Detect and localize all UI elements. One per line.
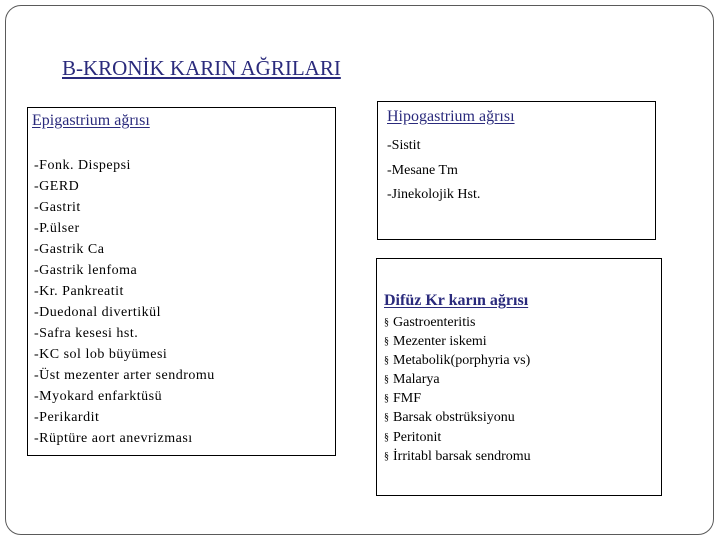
list-item-label: FMF <box>393 391 422 407</box>
list-item: -Gastrit <box>34 200 81 215</box>
list-item: -Fonk. Dispepsi <box>34 158 131 173</box>
list-item-label: Peritonit <box>393 429 442 445</box>
bullet-icon: § <box>384 336 389 348</box>
list-item <box>384 370 531 389</box>
slide-title: B-KRONİK KARIN AĞRILARI <box>62 56 341 80</box>
bullet-icon: § <box>384 317 389 328</box>
difuz-list <box>384 313 531 466</box>
list-item: -Safra kesesi hst. <box>34 326 139 341</box>
list-item-label: Gastroenteritis <box>393 315 476 330</box>
list-item <box>384 332 531 351</box>
difuz-heading: Difüz Kr karın ağrısı <box>384 292 529 309</box>
list-item: -Üst mezenter arter sendromu <box>34 368 215 383</box>
list-item: -Myokard enfarktüsü <box>34 389 163 404</box>
list-item: -Sistit <box>387 138 421 153</box>
list-item-label: Mezenter iskemi <box>393 334 487 350</box>
list-item: -Jinekolojik Hst. <box>387 187 481 202</box>
list-item: -P.ülser <box>34 221 80 236</box>
epigastrium-heading: Epigastrium ağrısı <box>32 112 150 129</box>
list-item-label: Metabolik(porphyria vs) <box>393 353 531 369</box>
list-item-label: İrritabl barsak sendromu <box>393 448 531 464</box>
difuz-box <box>376 258 662 496</box>
hipogastrium-list <box>387 134 480 208</box>
bullet-icon: § <box>384 393 389 405</box>
bullet-icon: § <box>384 450 389 462</box>
list-item: -Gastrik lenfoma <box>34 263 138 278</box>
list-item <box>384 313 531 332</box>
list-item <box>384 447 531 466</box>
list-item <box>384 428 531 447</box>
bullet-icon: § <box>384 355 389 367</box>
list-item <box>384 389 531 408</box>
bullet-icon: § <box>384 374 389 386</box>
list-item: -KC sol lob büyümesi <box>34 347 168 362</box>
list-item: -GERD <box>34 179 80 194</box>
list-item: -Rüptüre aort anevrizması <box>34 431 193 446</box>
list-item-label: Malarya <box>393 372 440 388</box>
epigastrium-box <box>27 107 336 456</box>
list-item-label: Barsak obstrüksiyonu <box>393 410 515 426</box>
hipogastrium-box <box>377 101 656 240</box>
bullet-icon: § <box>384 431 389 443</box>
list-item: -Mesane Tm <box>387 162 458 178</box>
list-item <box>384 408 531 427</box>
list-item <box>384 351 531 370</box>
list-item: -Gastrik Ca <box>34 242 105 257</box>
epigastrium-list <box>34 155 215 449</box>
hipogastrium-heading: Hipogastrium ağrısı <box>387 108 515 125</box>
bullet-icon: § <box>384 412 389 424</box>
list-item: -Kr. Pankreatit <box>34 284 124 299</box>
list-item: -Duedonal divertikül <box>34 305 162 320</box>
list-item: -Perikardit <box>34 410 100 425</box>
